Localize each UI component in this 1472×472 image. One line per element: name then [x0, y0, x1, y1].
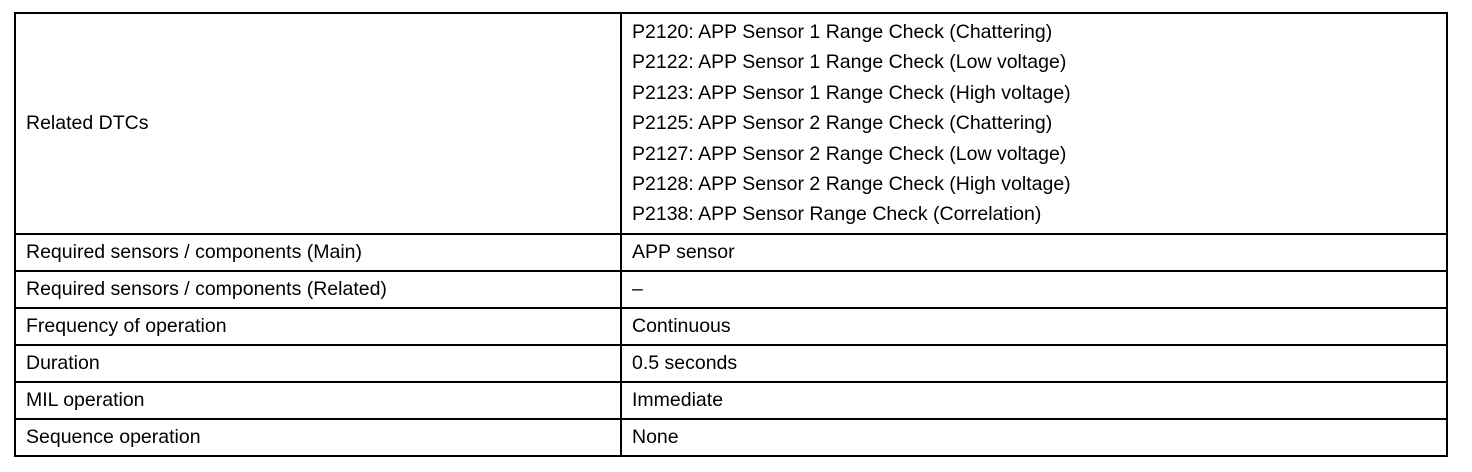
- dtc-item: P2125: APP Sensor 2 Range Check (Chattering): [632, 112, 1053, 135]
- row-value: 0.5 seconds: [621, 345, 1447, 382]
- table-row-frequency: [15, 308, 1447, 345]
- dtc-item: P2127: APP Sensor 2 Range Check (Low voltage): [632, 142, 1067, 165]
- row-label: Sequence operation: [15, 419, 621, 456]
- row-value: Continuous: [621, 308, 1447, 345]
- dtc-spec-table: [14, 12, 1448, 457]
- row-value: –: [621, 271, 1447, 308]
- table-row-related-dtcs: [15, 13, 1447, 234]
- row-label: Duration: [15, 345, 621, 382]
- row-label: Frequency of operation: [15, 308, 621, 345]
- dtc-list: [621, 13, 1447, 234]
- row-label: MIL operation: [15, 382, 621, 419]
- dtc-item: P2138: APP Sensor Range Check (Correlation): [632, 203, 1042, 226]
- dtc-item: P2120: APP Sensor 1 Range Check (Chattering): [632, 21, 1053, 43]
- row-label: Required sensors / components (Main): [15, 234, 621, 271]
- row-value: APP sensor: [621, 234, 1447, 271]
- dtc-item: P2128: APP Sensor 2 Range Check (High voltage): [632, 173, 1071, 196]
- row-label: Required sensors / components (Related): [15, 271, 621, 308]
- table-row-required-main: [15, 234, 1447, 271]
- table-row-mil-operation: [15, 382, 1447, 419]
- table-row-sequence-operation: [15, 419, 1447, 456]
- table-row-duration: [15, 345, 1447, 382]
- dtc-item: P2123: APP Sensor 1 Range Check (High voltage): [632, 81, 1071, 104]
- dtc-item: P2122: APP Sensor 1 Range Check (Low voltage): [632, 51, 1067, 74]
- table-row-required-related: [15, 271, 1447, 308]
- row-label: Related DTCs: [15, 13, 621, 234]
- row-value: None: [621, 419, 1447, 456]
- row-value: Immediate: [621, 382, 1447, 419]
